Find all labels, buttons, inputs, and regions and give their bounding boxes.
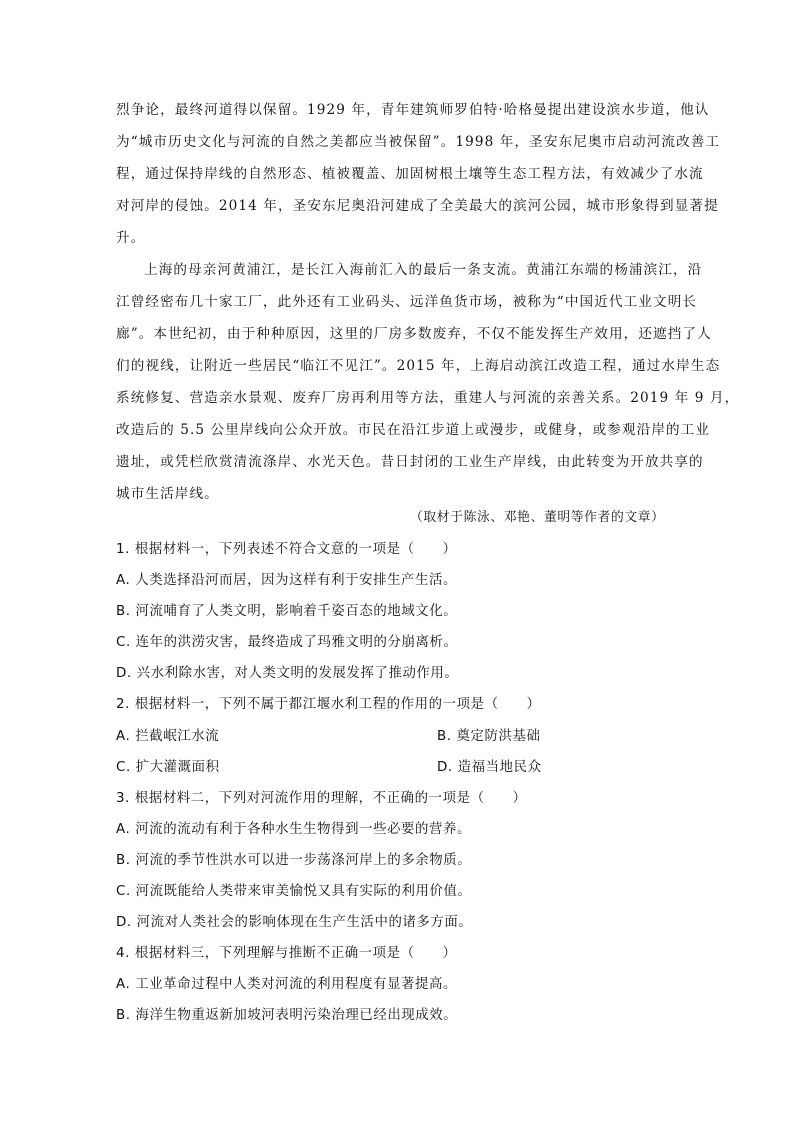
question-3-stem: 3. 根据材料二，下列对河流作用的理解，不正确的一项是（ ）	[116, 791, 527, 806]
passage-source: （取材于陈泳、邓艳、董明等作者的文章）	[410, 510, 665, 525]
passage-p1-line-4: 对河岸的侵蚀。2014 年，圣安东尼奥沿河建成了全美最大的滨河公园，城市形象得到显著提	[116, 198, 719, 214]
question-3-option-a: A. 河流的流动有利于各种水生生物得到一些必要的营养。	[116, 822, 472, 837]
passage-p2-line-2: 江曾经密布几十家工厂，此外还有工业码头、远洋鱼货市场，被称为“中国近代工业文明长	[116, 294, 698, 310]
question-1-option-a: A. 人类选择沿河而居，因为这样有利于安排生产生活。	[116, 573, 458, 588]
passage-p1-line-5: 升。	[116, 230, 146, 246]
passage-p2-line-3: 廊”。本世纪初，由于种种原因，这里的厂房多数废弃，不仅不能发挥生产效用，还遮挡了人	[116, 326, 712, 342]
passage-p1-line-3: 程，通过保持岸线的自然形态、植被覆盖、加固树根土壤等生态工程方法，有效减少了水流	[116, 166, 704, 182]
question-2-option-c: C. 扩大灌溉面积	[116, 760, 220, 775]
passage-p1-line-1: 烈争论，最终河道得以保留。1929 年，青年建筑师罗伯特·哈格曼提出建设滨水步道，他认	[116, 102, 710, 118]
passage-p1-line-2: 为“城市历史文化与河流的自然之美都应当被保留”。1998 年，圣安东尼奥市启动河流改善工	[116, 134, 721, 150]
passage-p2-line-7: 遗址，或凭栏欣赏清流涤岸、水光天色。昔日封闭的工业生产岸线，由此转变为开放共享的	[116, 454, 704, 470]
question-1-option-d: D. 兴水利除水害，对人类文明的发展发挥了推动作用。	[116, 666, 459, 681]
passage-p2-line-5: 系统修复、营造亲水景观、废弃厂房再利用等方法，重建人与河流的亲善关系。2019 年 9 月，	[116, 390, 740, 406]
passage-p2-line-6: 改造后的 5.5 公里岸线向公众开放。市民在沿江步道上或漫步，或健身，或参观沿岸的工业	[116, 422, 711, 438]
passage-p2-line-4: 们的视线，让附近一些居民“临江不见江”。2015 年，上海启动滨江改造工程，通过水岸生态	[116, 358, 721, 374]
question-2-option-a: A. 拦截岷江水流	[116, 729, 220, 744]
passage-p2-line-8: 城市生活岸线。	[116, 486, 219, 502]
question-4-option-a: A. 工业革命过程中人类对河流的利用程度有显著提高。	[116, 977, 458, 992]
passage-p2-line-1: 上海的母亲河黄浦江，是长江入海前汇入的最后一条支流。黄浦江东端的杨浦滨江，沿	[144, 262, 703, 278]
question-4-option-b: B. 海洋生物重返新加坡河表明污染治理已经出现成效。	[116, 1008, 458, 1023]
question-3-option-c: C. 河流既能给人类带来审美愉悦又具有实际的利用价值。	[116, 884, 472, 899]
question-1-option-b: B. 河流哺育了人类文明，影响着千姿百态的地域文化。	[116, 604, 458, 619]
question-2-stem: 2. 根据材料一，下列不属于都江堰水利工程的作用的一项是（ ）	[116, 697, 541, 712]
question-3-option-b: B. 河流的季节性洪水可以进一步荡涤河岸上的多余物质。	[116, 853, 472, 868]
question-1-option-c: C. 连年的洪涝灾害，最终造成了玛雅文明的分崩离析。	[116, 635, 458, 650]
question-1-stem: 1. 根据材料一，下列表述不符合文意的一项是（ ）	[116, 542, 457, 557]
question-4-stem: 4. 根据材料三，下列理解与推断不正确一项是（ ）	[116, 946, 457, 961]
question-2-option-b: B. 奠定防洪基础	[437, 729, 541, 744]
question-2-option-d: D. 造福当地民众	[437, 760, 542, 775]
question-3-option-d: D. 河流对人类社会的影响体现在生产生活中的诸多方面。	[116, 915, 473, 930]
